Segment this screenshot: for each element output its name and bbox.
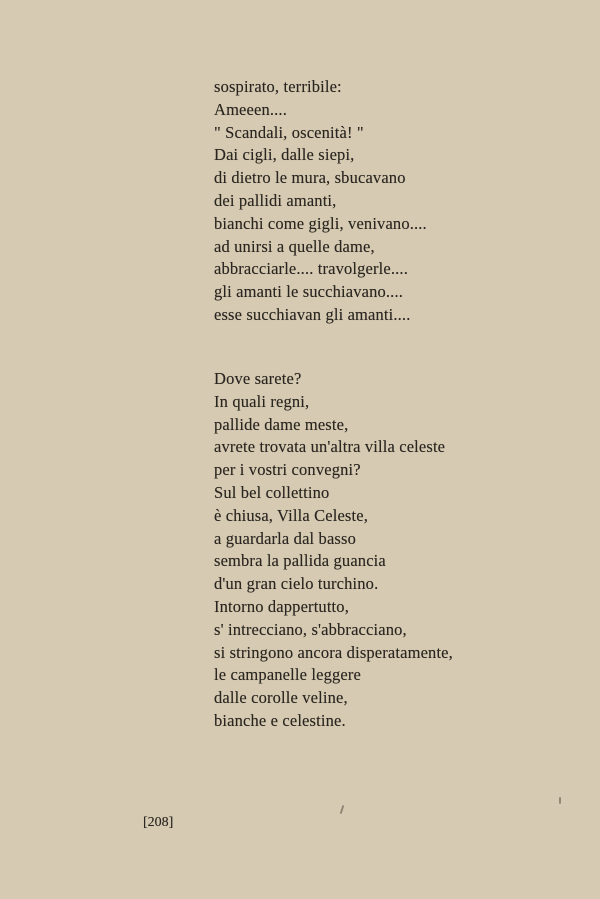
verse-line: bianchi come gigli, venivano.... xyxy=(214,213,427,233)
stanza-1 xyxy=(214,76,427,327)
verse-line: d'un gran cielo turchino. xyxy=(214,574,379,594)
paper-speck xyxy=(559,797,561,804)
verse-line: le campanelle leggere xyxy=(214,665,361,685)
verse-line: esse succhiavan gli amanti.... xyxy=(214,304,411,324)
verse-line: " Scandali, oscenità! " xyxy=(214,122,364,142)
verse-line: a guardarla dal basso xyxy=(214,528,356,548)
verse-line: ad unirsi a quelle dame, xyxy=(214,236,375,256)
verse-line: dei pallidi amanti, xyxy=(214,190,337,210)
verse-line: Sul bel collettino xyxy=(214,482,330,502)
verse-line: è chiusa, Villa Celeste, xyxy=(214,505,368,525)
verse-line: per i vostri convegni? xyxy=(214,460,361,480)
page-number: [208] xyxy=(143,815,174,830)
verse-line: avrete trovata un'altra villa celeste xyxy=(214,437,446,457)
verse-line: di dietro le mura, sbucavano xyxy=(214,168,406,188)
verse-line: Dai cigli, dalle siepi, xyxy=(214,145,355,165)
verse-line: sospirato, terribile: xyxy=(214,77,342,96)
verse-line: sembra la pallida guancia xyxy=(214,551,386,571)
verse-line: In quali regni, xyxy=(214,391,310,411)
verse-line: pallide dame meste, xyxy=(214,414,349,434)
verse-line: bianche e celestine. xyxy=(214,710,346,730)
verse-line: Ameeen.... xyxy=(214,99,287,119)
verse-line: si stringono ancora disperatamente, xyxy=(214,642,453,662)
verse-line: s' intrecciano, s'abbracciano, xyxy=(214,619,407,639)
verse-line: Intorno dappertutto, xyxy=(214,596,349,616)
verse-line: Dove sarete? xyxy=(214,369,302,388)
paper-speck xyxy=(340,805,344,814)
verse-line: dalle corolle veline, xyxy=(214,688,348,708)
stanza-2 xyxy=(214,368,453,733)
verse-line: abbracciarle.... travolgerle.... xyxy=(214,259,408,279)
verse-line: gli amanti le succhiavano.... xyxy=(214,282,403,302)
